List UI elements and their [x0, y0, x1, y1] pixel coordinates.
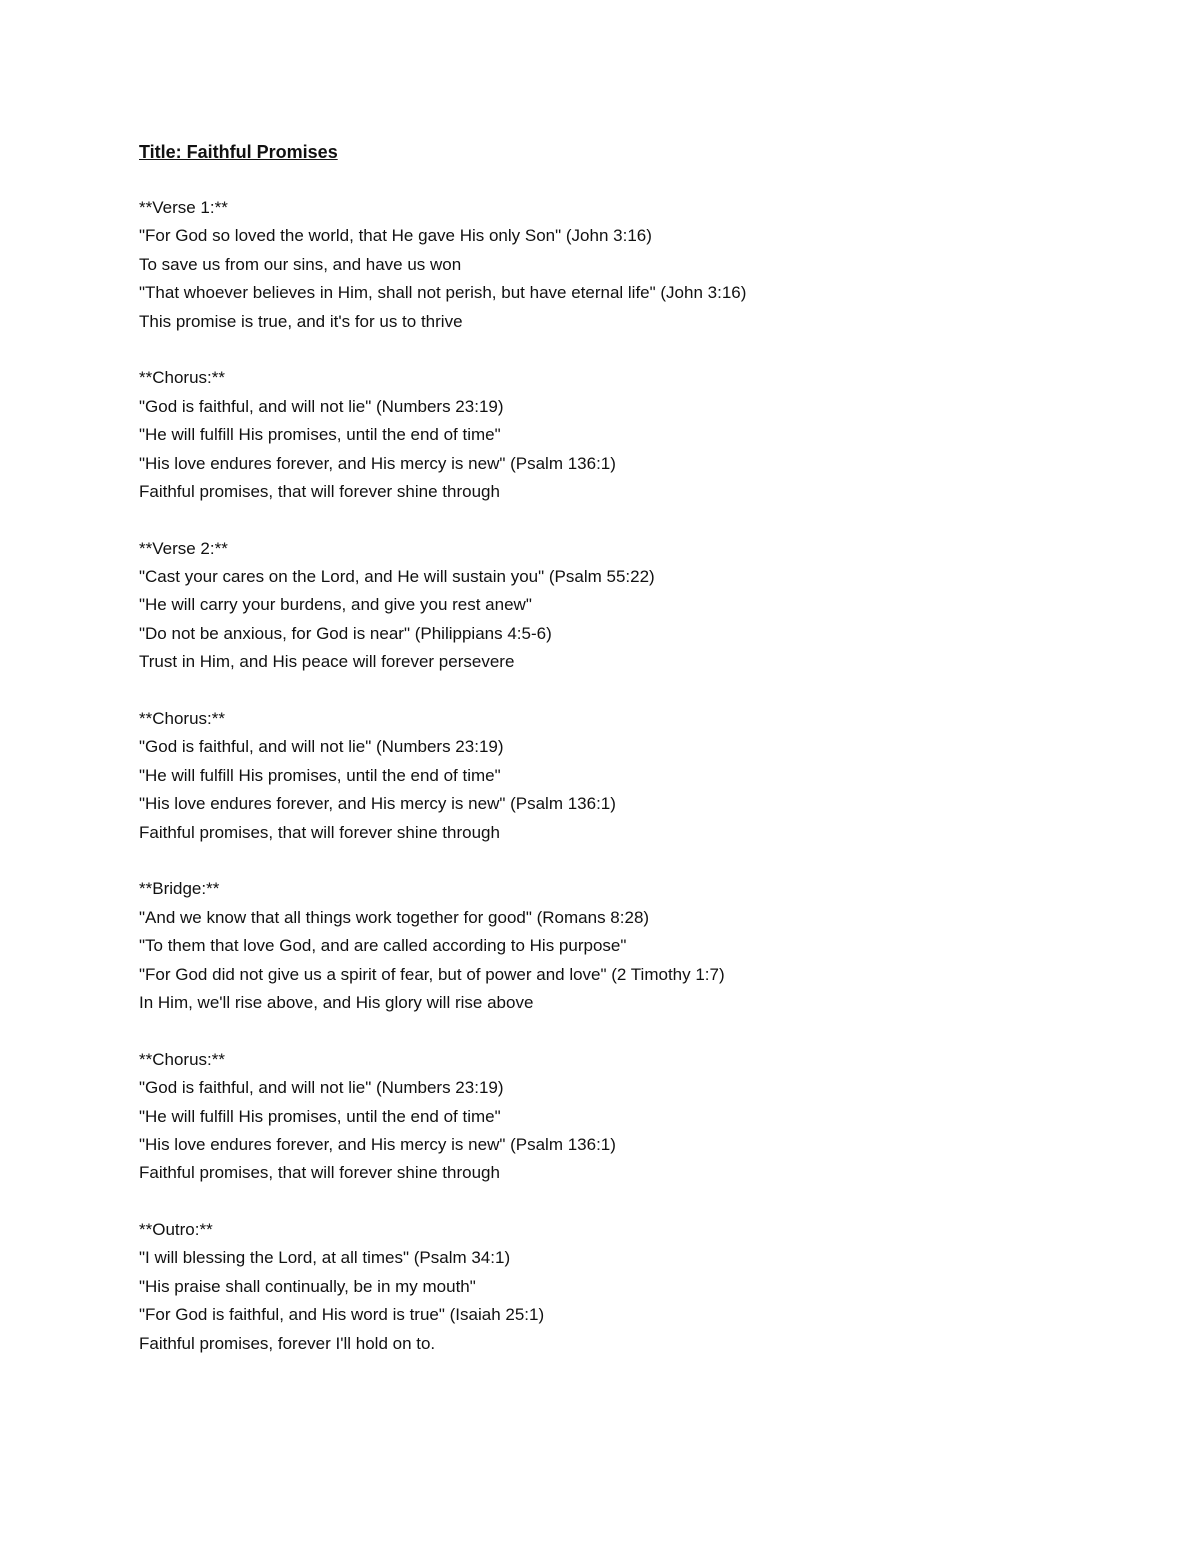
section-chorus-1 — [139, 364, 1099, 506]
lyric-line: "For God did not give us a spirit of fear, but of power and love" (2 Timothy 1:7) — [139, 964, 725, 984]
section-verse-1 — [139, 194, 1099, 336]
lyric-line: "To them that love God, and are called according to His purpose" — [139, 936, 627, 956]
section-verse-2 — [139, 535, 1099, 677]
lyric-line: "Do not be anxious, for God is near" (Philippians 4:5-6) — [139, 623, 552, 643]
lyric-line: "Cast your cares on the Lord, and He will sustain you" (Psalm 55:22) — [139, 567, 655, 587]
lyric-line: To save us from our sins, and have us won — [139, 254, 462, 274]
lyric-line: Faithful promises, forever I'll hold on to. — [139, 1333, 436, 1353]
section-bridge — [139, 875, 1099, 1017]
section-chorus-2 — [139, 705, 1099, 847]
lyric-line: "That whoever believes in Him, shall not perish, but have eternal life" (John 3:16) — [139, 283, 747, 303]
section-heading: **Chorus:** — [139, 1049, 225, 1069]
section-heading: **Verse 2:** — [139, 538, 228, 558]
lyric-line: Faithful promises, that will forever shine through — [139, 481, 500, 501]
lyric-line: "He will fulfill His promises, until the end of time" — [139, 1106, 501, 1126]
lyric-line: Faithful promises, that will forever shine through — [139, 1163, 500, 1183]
lyric-line: "His love endures forever, and His mercy is new" (Psalm 136:1) — [139, 1134, 616, 1154]
lyric-line: "He will fulfill His promises, until the end of time" — [139, 425, 501, 445]
document-title: Title: Faithful Promises — [139, 142, 338, 162]
document-body — [139, 138, 1099, 1358]
lyric-line: "I will blessing the Lord, at all times" (Psalm 34:1) — [139, 1248, 511, 1268]
lyric-line: This promise is true, and it's for us to thrive — [139, 311, 463, 331]
section-outro — [139, 1216, 1099, 1358]
section-heading: **Chorus:** — [139, 709, 225, 729]
section-heading: **Verse 1:** — [139, 198, 228, 217]
lyric-line: "His praise shall continually, be in my mouth" — [139, 1276, 476, 1296]
lyric-line: Faithful promises, that will forever shine through — [139, 822, 500, 842]
lyric-line: "For God is faithful, and His word is true" (Isaiah 25:1) — [139, 1305, 545, 1325]
section-heading: **Bridge:** — [139, 879, 220, 899]
lyric-line: "And we know that all things work together for good" (Romans 8:28) — [139, 907, 650, 927]
lyric-line: Trust in Him, and His peace will forever persevere — [139, 652, 515, 672]
lyric-line: "He will carry your burdens, and give you rest anew" — [139, 595, 532, 615]
lyric-line: "For God so loved the world, that He gave His only Son" (John 3:16) — [139, 226, 652, 246]
lyric-line: "His love endures forever, and His mercy is new" (Psalm 136:1) — [139, 794, 616, 814]
lyric-line: "His love endures forever, and His mercy is new" (Psalm 136:1) — [139, 453, 616, 473]
lyric-line: "He will fulfill His promises, until the end of time" — [139, 765, 501, 785]
section-chorus-3 — [139, 1046, 1099, 1188]
section-heading: **Outro:** — [139, 1220, 213, 1240]
lyric-line: "God is faithful, and will not lie" (Numbers 23:19) — [139, 396, 504, 416]
section-heading: **Chorus:** — [139, 368, 225, 388]
lyric-line: "God is faithful, and will not lie" (Numbers 23:19) — [139, 1078, 504, 1098]
lyric-line: In Him, we'll rise above, and His glory will rise above — [139, 992, 534, 1012]
lyric-line: "God is faithful, and will not lie" (Numbers 23:19) — [139, 737, 504, 757]
